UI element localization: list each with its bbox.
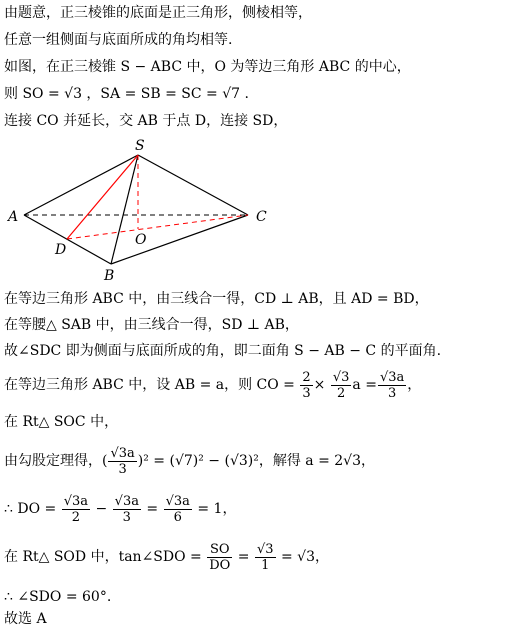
fraction-do-3: $\frac{√3a}{6}$ <box>165 493 190 525</box>
line-5: 连接 CO 并延长，交 AB 于点 D，连接 SD， <box>4 113 288 129</box>
fraction-root3-2: $\frac{√3}{2}$ <box>332 369 350 401</box>
line-2: 任意一组侧面与底面所成的角均相等. <box>4 32 233 48</box>
line-7: 在等腰△ SAB 中，由三线合一得，SD ⊥ AB， <box>4 317 299 333</box>
label-D: D <box>55 242 67 258</box>
line-15: 故选 A <box>4 611 47 627</box>
fraction-do-2: $\frac{√3a}{3}$ <box>114 493 139 525</box>
segment-CD-dashed <box>67 215 248 239</box>
line-13: 在 Rt△ SOD 中，tan∠SDO = $\frac{SO}{DO}$ = $\frac{√3}{1}$ = √3， <box>4 541 329 573</box>
fraction-pyth: $\frac{√3a}{3}$ <box>110 445 135 477</box>
line-1: 由题意，正三棱锥的底面是正三角形，侧棱相等， <box>4 5 312 21</box>
label-C: C <box>256 209 267 225</box>
fraction-do-1: $\frac{√3a}{2}$ <box>63 493 89 525</box>
line-9: 在等边三角形 ABC 中，设 AB = a，则 CO = $\frac{2}{3}$ × $\frac{√3}{2}$ a = $\frac{√3a}{3}$ ， <box>4 369 422 401</box>
fraction-tan-1: $\frac{SO}{DO}$ <box>209 541 231 573</box>
line-14: ∴ ∠SDO = 60°. <box>4 589 112 605</box>
label-O: O <box>135 232 147 248</box>
edge-AB <box>24 215 111 264</box>
edge-SA <box>24 155 138 215</box>
fraction-2-3: $\frac{2}{3}$ <box>302 369 311 401</box>
fraction-root3a-3: $\frac{√3a}{3}$ <box>379 369 405 401</box>
pyramid-figure <box>0 133 300 283</box>
line-4: 则 SO = √3 ，SA = SB = SC = √7 . <box>4 86 249 102</box>
line-3: 如图，在正三棱锥 S − ABC 中，O 为等边三角形 ABC 的中心， <box>4 59 411 75</box>
line-9-text: 在等边三角形 ABC 中，设 AB = a，则 CO = <box>4 377 295 393</box>
line-8: 故∠SDC 即为侧面与底面所成的角，即二面角 S − AB − C 的平面角. <box>4 343 442 359</box>
label-S: S <box>135 138 145 154</box>
label-A: A <box>8 209 19 225</box>
fraction-tan-2: $\frac{√3}{1}$ <box>256 541 274 573</box>
line-12: ∴ DO = $\frac{√3a}{2}$ − $\frac{√3a}{3}$ = $\frac{√3a}{6}$ = 1， <box>4 493 237 525</box>
label-B: B <box>104 268 115 283</box>
edge-SC <box>138 155 248 215</box>
edge-BC <box>111 215 248 264</box>
line-10: 在 Rt△ SOC 中， <box>4 414 119 430</box>
line-6: 在等边三角形 ABC 中，由三线合一得，CD ⊥ AB，且 AD = BD， <box>4 291 429 307</box>
line-11: 由勾股定理得，( $\frac{√3a}{3}$ )² = (√7)² − (√3)²，解得 a = 2√3， <box>4 445 376 477</box>
